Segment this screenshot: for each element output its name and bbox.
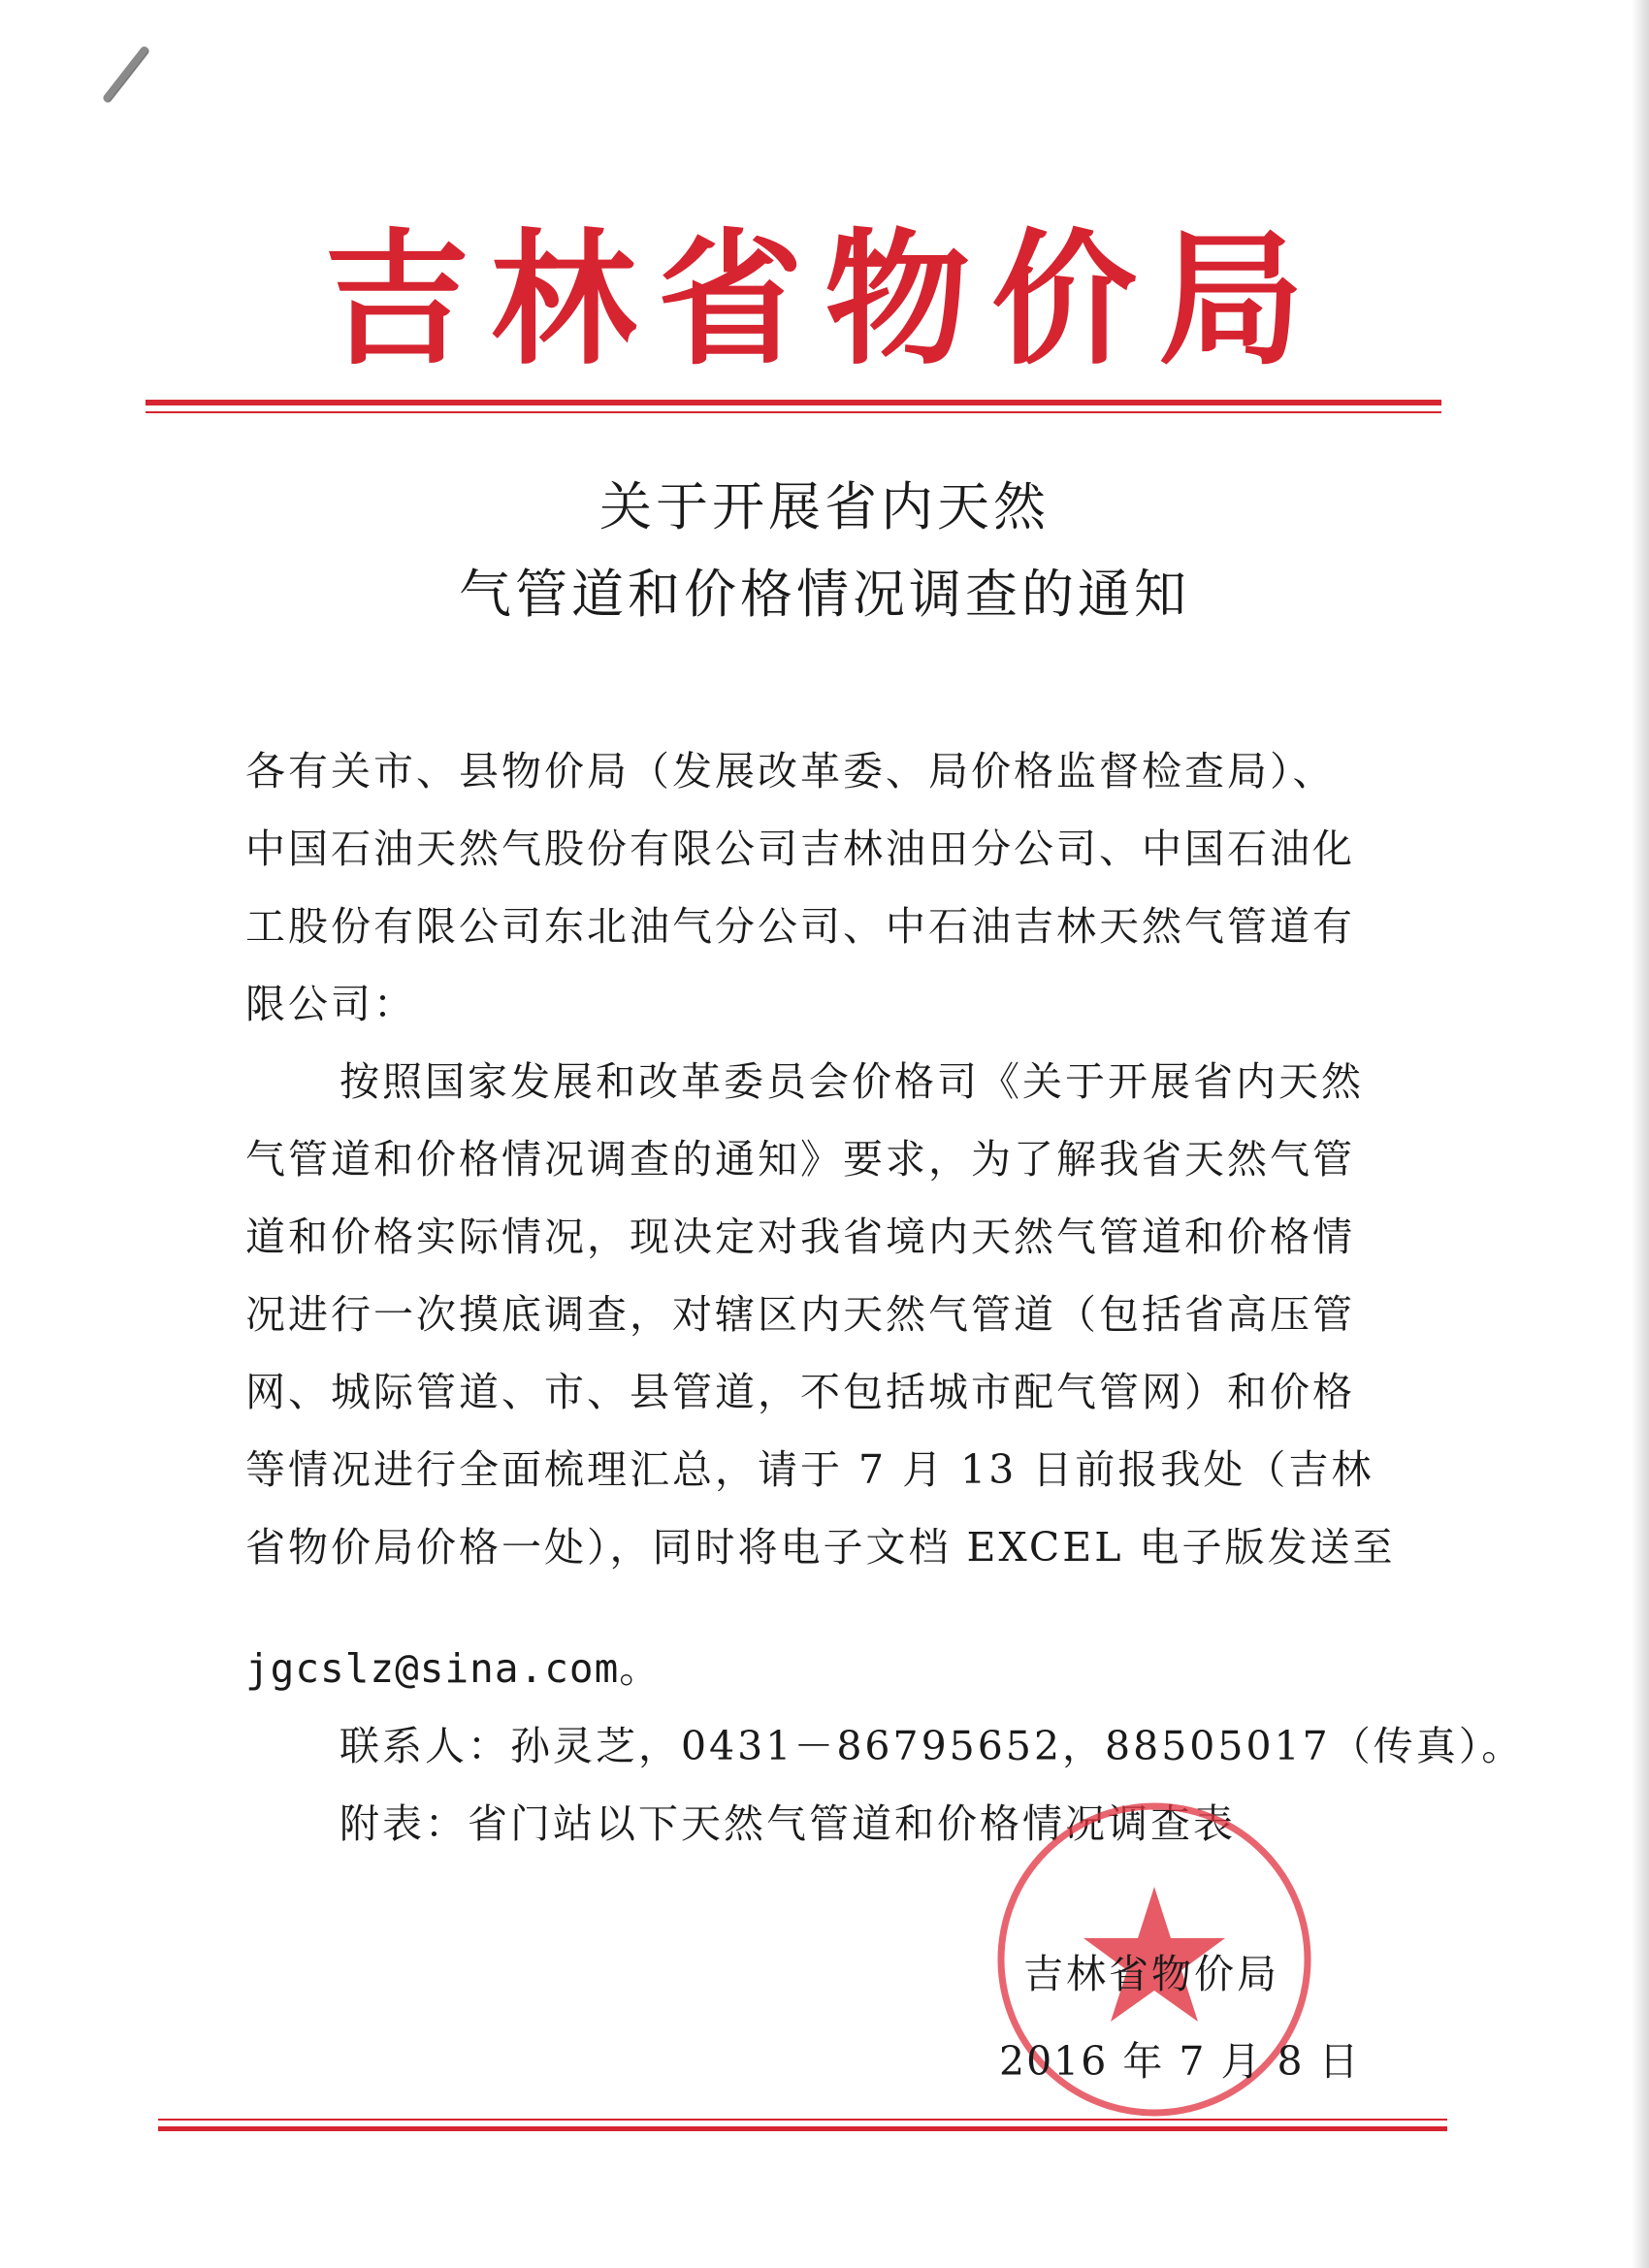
body-paragraph-line: 按照国家发展和改革委员会价格司《关于开展省内天然 — [340, 1058, 1364, 1105]
addressee-line: 工股份有限公司东北油气分公司、中石油吉林天然气管道有 — [245, 903, 1355, 950]
contact-line: 联系人：孙灵芝，0431－86795652，88505017（传真）。 — [340, 1723, 1525, 1769]
footer-divider — [158, 2119, 1447, 2131]
document-title-line-1: 关于开展省内天然 — [599, 476, 1050, 537]
letterhead-agency-name: 吉林省物价局 — [323, 216, 1325, 385]
attachment-line: 附表：省门站以下天然气管道和价格情况调查表 — [340, 1800, 1236, 1847]
addressee-line: 各有关市、县物价局（发展改革委、局价格监督检查局）、 — [245, 748, 1336, 794]
document-title-line-2: 气管道和价格情况调查的通知 — [459, 564, 1190, 625]
body-paragraph-line: 网、城际管道、市、县管道，不包括城市配气管网）和价格 — [245, 1369, 1355, 1415]
addressee-line: 限公司： — [245, 981, 416, 1027]
staple-mark — [102, 45, 149, 103]
signature-issuer: 吉林省物价局 — [1023, 1951, 1279, 1997]
body-paragraph-line: 省物价局价格一处），同时将电子文档 EXCEL 电子版发送至 — [245, 1524, 1396, 1571]
email-line: jgcslz@sina.com。 — [245, 1645, 661, 1692]
letterhead-divider — [146, 400, 1441, 413]
body-paragraph-line: 况进行一次摸底调查，对辖区内天然气管道（包括省高压管 — [245, 1291, 1355, 1338]
addressee-line: 中国石油天然气股份有限公司吉林油田分公司、中国石油化 — [245, 826, 1355, 872]
body-paragraph-line: 道和价格实际情况，现决定对我省境内天然气管道和价格情 — [245, 1214, 1355, 1260]
body-paragraph-line: 气管道和价格情况调查的通知》要求，为了解我省天然气管 — [245, 1136, 1355, 1183]
body-paragraph-line: 等情况进行全面梳理汇总，请于 7 月 13 日前报我处（吉林 — [245, 1446, 1374, 1493]
signature-date: 2016 年 7 月 8 日 — [999, 2038, 1361, 2085]
